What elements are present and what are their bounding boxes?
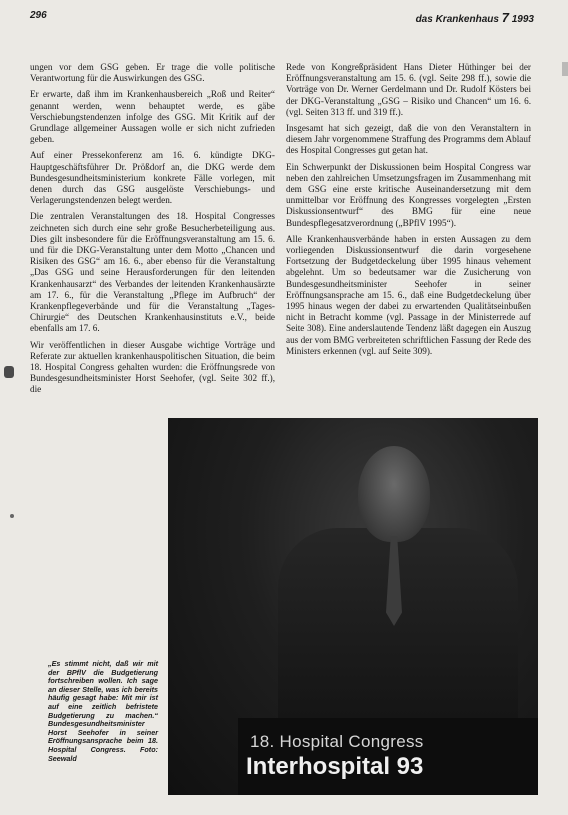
paragraph: Wir veröffentlichen in dieser Ausgabe wichtige Vorträge und Referate zur aktuellen krankenhauspolitischen Situation, die beim 18. Hospital Congress gehalten wurden: die Eröffnungsrede von Bundesgesundheitsminister Horst Seehofer, (vgl. Seite 302 ff.), die: [30, 339, 275, 395]
journal-title: [416, 10, 534, 25]
page-number: 296: [30, 10, 47, 21]
paragraph: Insgesamt hat sich gezeigt, daß die von den Veranstaltern in diesem Jahr vorgenommene Straffung des Programms dem Ablauf des Hospital Congresses gut getan hat.: [286, 123, 531, 156]
paragraph: Ein Schwerpunkt der Diskussionen beim Hospital Congress war neben den zahlreichen Umsetzungsfragen im Zusammenhang mit dem GSG eine erste kritische Auseinandersetzung mit dem unmittelbar vor Eröffnung des Kongresses vorgelegten „Ersten Diskussionsentwurf“ des BMG für eine neue Bundespflegesatzverordnung („BPflV 1995“).: [286, 161, 531, 228]
speaker-head: [358, 446, 430, 542]
banner-line-1: 18. Hospital Congress: [250, 732, 424, 751]
year: 1993: [511, 14, 534, 25]
scan-dot: [10, 514, 14, 518]
speaker-photo: [168, 418, 538, 795]
paragraph: Auf einer Pressekonferenz am 16. 6. kündigte DKG-Hauptgeschäftsführer Dr. Prößdorf an, die DKG werde dem Bundesgesundheitsministerium konkrete Fälle vorlegen, mit denen durch das GSG ausgelöste Verschiebungs- und Verlagerungstendenzen belegt werden.: [30, 150, 275, 206]
banner-line-2: Interhospital 93: [246, 753, 424, 780]
issue-number: 7: [501, 10, 509, 25]
right-column: [286, 62, 531, 362]
left-column: [30, 62, 275, 401]
scan-edge: [562, 62, 568, 76]
paragraph: Er erwarte, daß ihm im Krankenhausbereich „Roß und Reiter“ genannt werden, wenn behauptet werde, es gäbe Verschiebungstendenzen infolge des GSG. Mit Kritik auf der Grundlage allgemeiner Aussagen wolle er sich nicht zufrieden geben.: [30, 89, 275, 145]
journal-name: das Krankenhaus: [415, 14, 499, 25]
photo-caption: „Es stimmt nicht, daß wir mit der BPflV die Budgetierung fortschreiben wollen. Ich sage an dieser Stelle, was ich bereits häufig gesagt habe: Mit mir ist auf eine zeitlich befristete Budgetierung zu machen.“ Bundesgesundheitsminister Horst Seehofer in seiner Eröffnungsansprache beim 18. Hospital Congress. Foto: Seewald: [48, 659, 158, 763]
paragraph: Alle Krankenhausverbände haben in ersten Aussagen zu dem vorliegenden Diskussionsentwurf die darin vorgesehene Fortsetzung der Budgetdeckelung über 1995 hinaus vehement abgelehnt. Um so bedeutsamer war die Zusicherung von Bundesgesundheitsminister Seehofer in seiner Eröffnungsansprache am 15. 6., daß eine Budgetdeckelung über 1995 hinaus wegen der dabei zu erwartenden Qualitätseinbußen nicht in Betracht komme (vgl. Passage in der Ministerrede auf Seite 308). Eine anderslautende Tendenz läßt dagegen ein Auszug aus der vom BMG verbreiteten schriftlichen Fassung der Rede des Ministers erkennen (vgl. auf Seite 309).: [286, 233, 531, 356]
paragraph: ungen vor dem GSG geben. Er trage die volle politische Verantwortung für die Auswirkungen des GSG.: [30, 62, 275, 84]
scan-mark: [4, 366, 14, 378]
paragraph: Rede von Kongreßpräsident Hans Dieter Hüthinger bei der Eröffnungsveranstaltung am 15. 6. (vgl. Seite 298 ff.), sowie die Vorträge von Dr. Werner Gerdelmann und Dr. Rudolf Kösters bei der DKG-Veranstaltung „GSG – Risiko und Chancen“ um 16. 6. (vgl. Seiten 313 ff. und 319 ff.).: [286, 62, 531, 117]
paragraph: Die zentralen Veranstaltungen des 18. Hospital Congresses zeichneten sich durch eine sehr große Besucherbeteiligung aus. Dies gilt insbesondere für die Eröffnungsveranstaltung am 15. 6. und für die DKG-Veranstaltung unter dem Motto „Chancen und Risiken des GSG“ am 16. 6., aber ebenso für die Veranstaltung „Das GSG und seine Herausforderungen für den leitenden Krankenhausarzt“ des Verbandes der leitenden Krankenhausärzte am 17. 6., für die Veranstaltung „Pflege im Aufbruch“ der Krankenpflegeverbände und für die Veranstaltung „Tages-Chirurgie“ des Deutschen Krankenhausinstituts e.V., beide ebenfalls am 17. 6.: [30, 211, 275, 334]
page-header: [30, 8, 534, 24]
